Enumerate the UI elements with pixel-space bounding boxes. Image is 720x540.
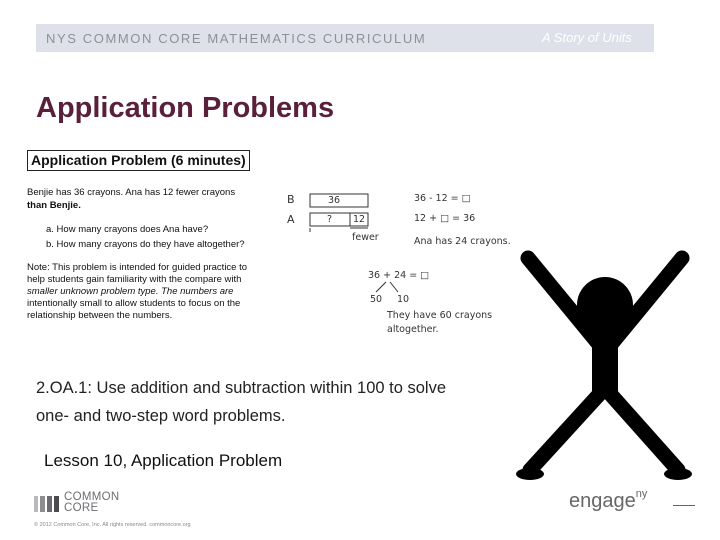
excerpt-heading: Application Problem (6 minutes): [27, 150, 250, 171]
note-line-4: intentionally small to allow students to focus on the: [27, 298, 241, 309]
note-line-1: Note: This problem is intended for guided practice to: [27, 262, 248, 273]
engageny-logo: [569, 490, 647, 513]
standard-text: [36, 374, 516, 430]
tape-fewer-label: fewer: [352, 232, 379, 243]
celebrating-person-icon: [510, 238, 700, 493]
standard-line-2: one- and two-step word problems.: [36, 407, 286, 425]
question-b: b. How many crayons do they have altogether?: [46, 239, 245, 250]
tape-a-label: A: [287, 213, 295, 226]
page-title: Application Problems: [36, 92, 335, 124]
common-core-wordmark: [64, 492, 119, 514]
answer-1: Ana has 24 crayons.: [414, 236, 511, 247]
series-label: A Story of Units: [542, 30, 632, 45]
tape-b-value: 36: [328, 195, 341, 206]
curriculum-label: NYS COMMON CORE MATHEMATICS CURRICULUM: [46, 31, 427, 46]
tape-unknown: ?: [327, 214, 333, 225]
problem-line-1: Benjie has 36 crayons. Ana has 12 fewer crayons: [27, 187, 236, 198]
equation-3: 36 + 24 = □: [368, 270, 430, 281]
ny-superscript: ny: [635, 488, 648, 500]
problem-line-2: than Benjie.: [27, 200, 81, 211]
logo-line-2: CORE: [64, 502, 99, 514]
common-core-logo-icon: [34, 494, 60, 514]
note-line-3: smaller unknown problem type. The numbers are: [27, 286, 234, 297]
engage-text: engage: [569, 490, 636, 512]
question-a: a. How many crayons does Ana have?: [46, 224, 209, 235]
tape-a-value: 12: [353, 214, 366, 225]
tape-b-label: B: [287, 193, 295, 206]
split-value-b: 10: [397, 294, 410, 305]
note-line-5: relationship between the numbers.: [27, 310, 173, 321]
answer-2-line-2: altogether.: [387, 324, 439, 335]
split-value-a: 50: [370, 294, 383, 305]
lesson-label: Lesson 10, Application Problem: [44, 451, 283, 470]
logo-line-1: COMMON: [64, 491, 120, 503]
standard-line-1: 2.OA.1: Use addition and subtraction within 100 to solve: [36, 379, 446, 397]
equation-1: 36 - 12 = □: [414, 193, 471, 204]
answer-2-line-1: They have 60 crayons: [387, 310, 493, 321]
equation-2: 12 + □ = 36: [414, 213, 476, 224]
number-bond-lines: [368, 280, 408, 294]
copyright-text: © 2012 Common Core, Inc. All rights reserved. commoncore.org: [34, 522, 191, 528]
footer-divider: [673, 505, 695, 506]
note-line-2: help students gain familiarity with the compare with: [27, 274, 242, 285]
